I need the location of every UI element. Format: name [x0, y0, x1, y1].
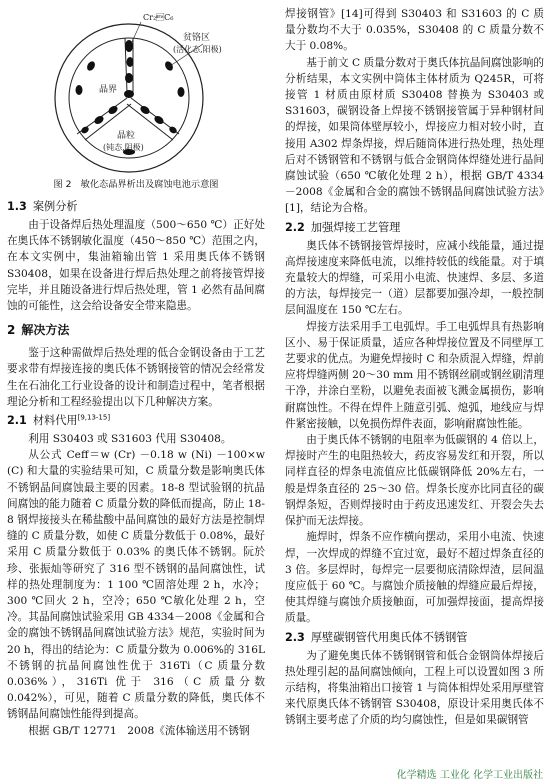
citation: [9,13-15]: [77, 413, 111, 422]
label-depleted-zone: 贫铬区: [183, 33, 211, 43]
paragraph: 为了避免奥氏体不锈钢钢管和低合金钢筒体焊接后热处理引起的晶间腐蚀倾向，工程上可以设置如图 3 所示结构，将集油箱出口接管 1 与筒体相焊处采用厚壁管来代原奥氏体不锈钢管 S30408，原设计采用奥氏体不锈钢主要考虑了介质的均匀腐蚀性，但是如果碳钢管: [285, 649, 544, 727]
paragraph: 从公式 Ceff＝w (Cr) －0.18 w (Ni) －100×w (C) 和大量的实验结果可知，C 质量分数是影响奥氏体不锈钢晶间腐蚀最主要的因素。18-8 型试验钢的抗晶间腐蚀的能力随着 C 质量分数的降低而提高，防止 18-8 钢焊接接头在稀盐酸中晶间腐蚀的最好方法是控制焊缝的 C 质量分数，如使 C 质量分数低于 0.08%，最好采用 C 质量分数低于 0.03% 的奥氏体不锈钢。阮於珍、张振灿等研究了 316 型不锈钢的晶间腐蚀性，试样的热处理制度为：1 100 ℃固溶处理 2 h，水冷；300 ℃回火 2 h，空冷；650 ℃敏化处理 2 h，空冷。其晶间腐蚀试验采用 GB 4334－2008《金属和合金的腐蚀不锈钢晶间腐蚀试验方法》规范，实验时间为 20 h，得出的结论为：C 质量分数为 0.006%的 316L 不锈钢的抗晶间腐蚀性优于 316Ti（C 质量分数 0.036%），316Ti 优于 316（C 质量分数 0.042%），可见，随着 C 质量分数的降低，奥氏体不锈钢晶间腐蚀性能得到提高。: [7, 449, 265, 721]
figure-sensitized-grain-boundary: [7, 6, 265, 176]
label-grain-boundary: 晶界: [99, 85, 118, 95]
section-title: 加强焊接工艺管理: [310, 220, 401, 234]
paragraph: 由于设备焊后热处理温度（500～650 ℃）正好处在奥氏体不锈钢敏化温度（450～850 ℃）范围之内，在本文实例中，集油箱输出管 1 采用奥氏体不锈钢 S30408，如果在设备进行焊后热处理之前将接管焊接完毕，并且随设备进行焊后热处理，管 1 必然有晶间腐蚀的可能性，这会给设备安全带来隐患。: [7, 219, 265, 313]
right-column: [285, 6, 544, 729]
section-title: 厚壁碳钢管代用奥氏体不锈钢管: [310, 630, 468, 644]
section-number: 1.3: [7, 200, 27, 213]
label-grain: 晶粒: [117, 131, 136, 141]
paragraph: 施焊时，焊条不应作横向摆动，采用小电流、快速焊，一次焊成的焊缝不宜过宽，最好不超过焊条直径的 3 倍。多层焊时，每焊完一层要彻底清除焊渣，层间温度应低于 60 ℃。与腐蚀介质接触的焊缝应最后焊接，使其焊缝与腐蚀介质接触面，可加强焊接面，提高焊接质量。: [285, 531, 544, 625]
section-title: 案例分析: [32, 200, 78, 213]
left-column: [7, 6, 265, 739]
section-title: 解决方法: [21, 323, 70, 338]
section-title: 材料代用: [32, 414, 78, 428]
paragraph: 焊接钢管》[14]可得到 S30403 和 S31603 的 C 质量分数均不大于 0.035%，S30408 的 C 质量分数不大于 0.08%。: [285, 8, 544, 53]
paragraph: 由于奥氏体不锈钢的电阻率为低碳钢的 4 倍以上，焊接时产生的电阻热较大，药皮容易发红和开裂，所以同样直径的焊条电流值应比低碳钢降低 20%左右，一般是焊条直径的 25～30 倍。焊条长度亦比同直径的碳钢焊条短，否则焊接时由于药皮迅速发红、开裂会失去保护而无法焊接。: [285, 434, 544, 528]
watermark: 化学精选 工业化 化学工业出版社: [397, 766, 543, 781]
section-heading-2-3: [285, 629, 544, 646]
section-heading-2-2: [285, 219, 544, 236]
label-carbide: Cr₂C₆: [143, 13, 174, 22]
section-number: 2: [7, 323, 16, 338]
paragraph: 利用 S30403 或 S31603 代用 S30408。: [28, 433, 232, 446]
paragraph: 基于前文 C 质量分数对于奥氏体抗晶间腐蚀影响的分析结果，本文实例中筒体主体材质为 Q245R，可将接管 1 材质由原材质 S30408 替换为 S30403 或 S31603，碳钢设备上焊接不锈钢接管属于异种钢材间的焊接，如果筒体壁厚较小，焊接应力相对较小时，直接用 A302 焊条焊接，焊后随筒体进行热处理，热处理后对不锈钢管和不锈钢与低合金钢筒体焊缝处进行晶间腐蚀试验（650 ℃敏化处理 2 h），根据 GB/T 4334－2008《金属和合金的腐蚀不锈钢晶间腐蚀试验方法》[1]，结论为合格。: [285, 56, 544, 215]
paragraph: 根据 GB/T 12771 2008《流体输送用不锈钢: [28, 724, 250, 737]
section-heading-2-1: [7, 412, 265, 429]
paragraph: 焊接方法采用手工电弧焊。手工电弧焊具有热影响区小、易于保证质量，适应各种焊接位置及不同壁厚工艺要求的优点。为避免焊接时 C 和杂质混入焊缝，焊前应将焊缝两侧 20～30 mm 用不锈钢丝刷或钢丝刷清理干净，并涂白垩粉，以避免表面被飞溅金属损伤，影响耐腐蚀性。不得在焊件上随意引弧、熄弧，地线应与焊件紧密接触，以免损伤焊件表面，影响耐腐蚀性能。: [285, 320, 544, 430]
paragraph: 鉴于这种需做焊后热处理的低合金钢设备由于工艺要求带有焊接连接的奥氏体不锈钢接管的情况会经常发生在石油化工行业设备的设计和制造过程中，笔者根据理论分析和工程经验提出以下几种解决方案。: [7, 347, 265, 408]
section-heading-1-3: [7, 198, 265, 215]
paragraph: 奥氏体不锈钢接管焊接时，应减小线能量，通过提高焊接速度来降低电流，以维持较低的线能量。对于填充量较大的焊缝，可采用小电流、快速焊、多层、多道的方法，每焊接完一（道）层都要加强冷却，一般控制层间温度在 150 ℃左右。: [285, 239, 544, 317]
label-depleted-zone-sub: (活化态,阳极): [173, 45, 222, 54]
figure-caption: 图 2 敏化态晶界析出及腐蚀电池示意图: [53, 179, 219, 190]
section-heading-2: [7, 322, 265, 339]
section-number: 2.1: [7, 414, 27, 428]
section-number: 2.3: [285, 630, 305, 644]
section-number: 2.2: [285, 220, 305, 234]
grain-boundary-lines: [77, 38, 179, 140]
label-grain-sub: (钝态,阴极): [103, 143, 144, 152]
